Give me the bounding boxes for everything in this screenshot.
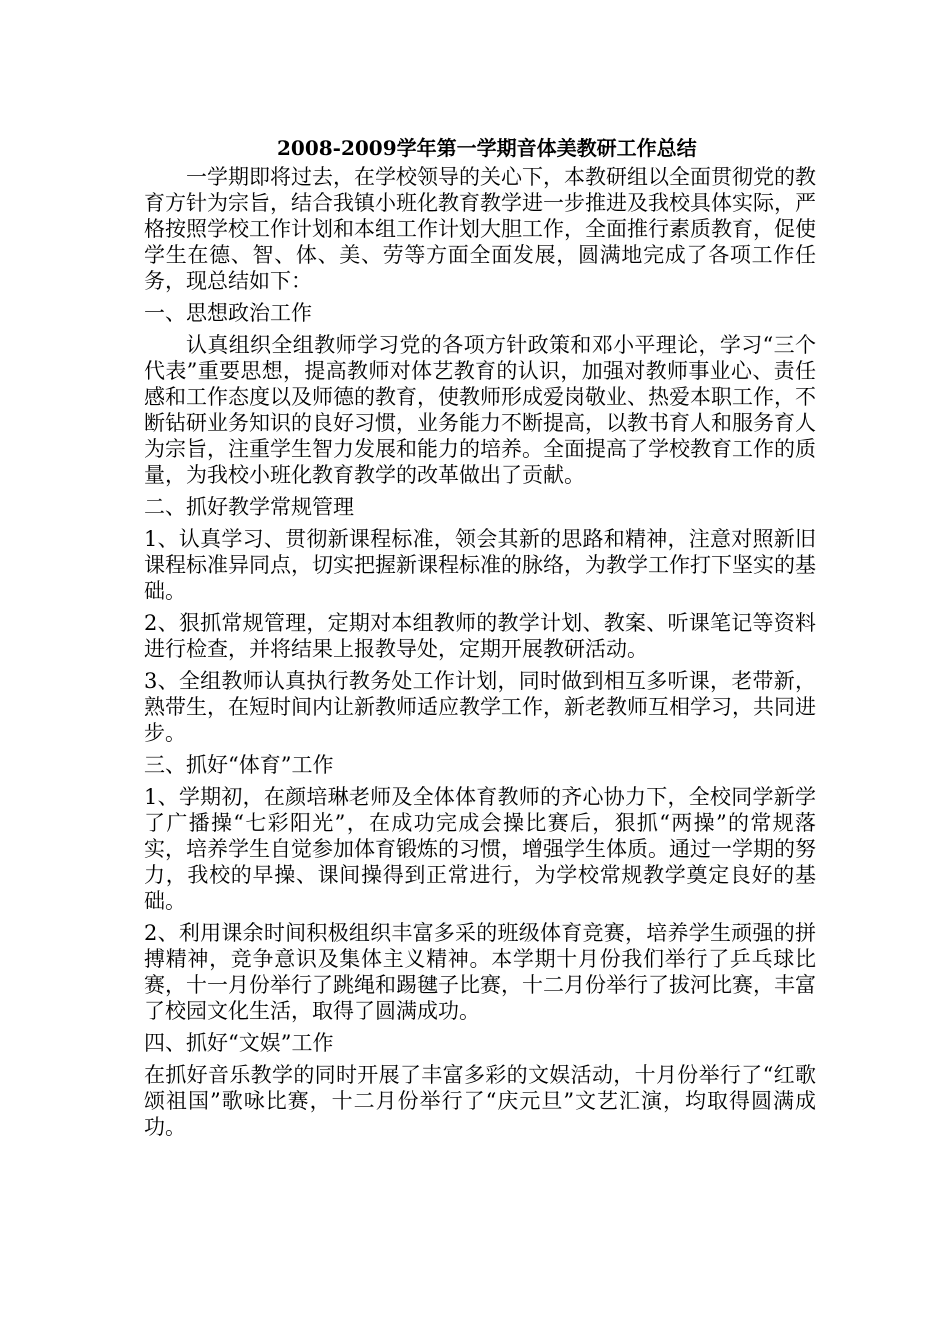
teaching-item-1: 1、认真学习、贯彻新课程标准，领会其新的思路和精神，注意对照新旧课程标准异同点，切实把握新课程标准的脉络，为教学工作打下坚实的基础。: [144, 527, 816, 603]
sports-item-2: 2、利用课余时间积极组织丰富多采的班级体育竞赛，培养学生顽强的拼搏精神，竞争意识及集体主义精神。本学期十月份我们举行了乒乓球比赛，十一月份举行了跳绳和踢毽子比赛，十二月份举行了拔河比赛，丰富了校园文化生活，取得了圆满成功。: [144, 921, 816, 1023]
document-page: [144, 132, 816, 1146]
document-title: 2008-2009学年第一学期音体美教研工作总结: [277, 136, 697, 160]
teaching-item-3: 3、全组教师认真执行教务处工作计划，同时做到相互多听课，老带新，熟带生，在短时间内让新教师适应教学工作，新老教师互相学习，共同进步。: [144, 669, 816, 745]
section-heading-arts: 四、抓好“文娱”工作: [144, 1031, 334, 1055]
teaching-item-2: 2、狠抓常规管理，定期对本组教师的教学计划、教案、听课笔记等资料进行检查，并将结果上报教导处，定期开展教研活动。: [144, 611, 816, 661]
sports-item-1: 1、学期初，在颜培琳老师及全体体育教师的齐心协力下，全校同学新学了广播操“七彩阳光”，在成功完成会操比赛后，狠抓“两操”的常规落实，培养学生自觉参加体育锻炼的习惯，增强学生体质。通过一学期的努力，我校的早操、课间操得到正常进行，为学校常规教学奠定良好的基础。: [144, 785, 816, 913]
section-body-arts: 在抓好音乐教学的同时开展了丰富多彩的文娱活动，十月份举行了“红歌颂祖国”歌咏比赛，十二月份举行了“庆元旦”文艺汇演，均取得圆满成功。: [144, 1063, 816, 1139]
section-heading-political: 一、思想政治工作: [144, 301, 312, 325]
section-heading-teaching: 二、抓好教学常规管理: [144, 495, 354, 519]
section-heading-sports: 三、抓好“体育”工作: [144, 753, 334, 777]
section-body-political: 认真组织全组教师学习党的各项方针政策和邓小平理论，学习“三个代表”重要思想，提高教师对体艺教育的认识，加强对教师事业心、责任感和工作态度以及师德的教育，使教师形成爱岗敬业、热爱本职工作，不断钻研业务知识的良好习惯，业务能力不断提高，以教书育人和服务育人为宗旨，注重学生智力发展和能力的培养。全面提高了学校教育工作的质量，为我校小班化教育教学的改革做出了贡献。: [144, 333, 816, 487]
intro-paragraph: 一学期即将过去，在学校领导的关心下，本教研组以全面贯彻党的教育方针为宗旨，结合我镇小班化教育教学进一步推进及我校具体实际，严格按照学校工作计划和本组工作计划大胆工作，全面推行素质教育，促使学生在德、智、体、美、劳等方面全面发展，圆满地完成了各项工作任务，现总结如下：: [144, 165, 816, 293]
